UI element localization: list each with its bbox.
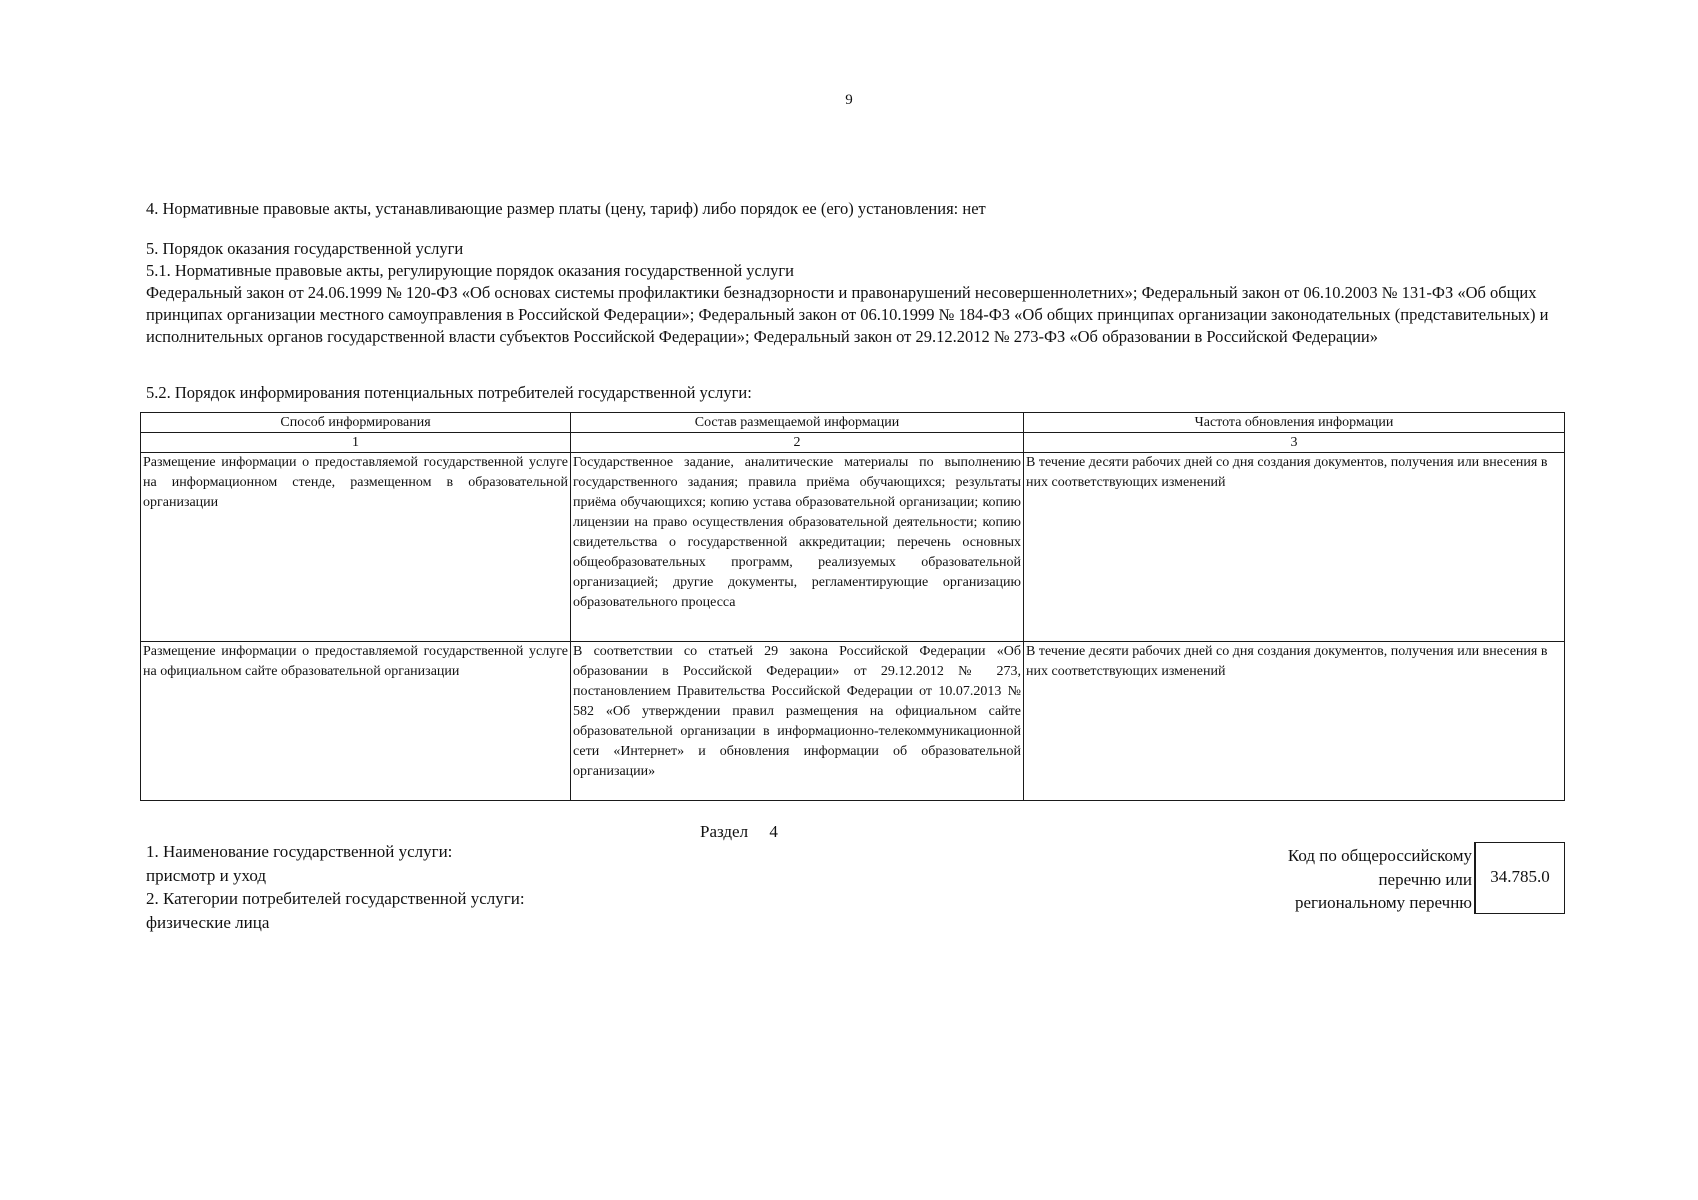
header-frequency: Частота обновления информации [1024, 413, 1565, 433]
frequency-cell: В течение десяти рабочих дней со дня создания документов, получения или внесения в них соответствующих изменений [1024, 453, 1565, 642]
razdel-heading [700, 822, 778, 842]
content-cell: Государственное задание, аналитические материалы по выполнению государственного задания; правила приёма обучающихся; результаты приёма обучающихся; копию устава образовательной организации; копию лицензии на право осуществления образовательной деятельности; копию свидетельства о государственной аккредитации; перечень основных общеобразовательных программ, реализуемых образовательной организацией; другие документы, регламентирующие организацию образовательного процесса [571, 453, 1024, 642]
section-4-fees: 4. Нормативные правовые акты, устанавливающие размер платы (цену, тариф) либо порядок ее (его) установления: нет [146, 199, 986, 218]
service-category-label: 2. Категории потребителей государственной услуги: [146, 889, 525, 908]
page-number: 9 [845, 92, 853, 108]
method-cell: Размещение информации о предоставляемой государственной услуге на официальном сайте образовательной организации [141, 642, 571, 801]
table-row [141, 453, 1565, 642]
content-cell: В соответствии со статьей 29 закона Российской Федерации «Об образовании в Российской Федерации» от 29.12.2012 № 273, постановлением Правительства Российской Федерации от 10.07.2013 № 582 «Об утверждении правил размещения на официальном сайте образовательной организации в информационно-телекоммуникационной сети «Интернет» и обновления информации об образовательной организации» [571, 642, 1024, 801]
registry-code-label: Код по общероссийскому перечню или региональному перечню [1287, 846, 1472, 912]
registry-code-box [1474, 842, 1565, 914]
column-number: 2 [571, 433, 1024, 453]
section-5-1-laws: Федеральный закон от 24.06.1999 № 120-ФЗ «Об основах системы профилактики безнадзорности и правонарушений несовершеннолетних»; Федеральный закон от 06.10.2003 № 131-ФЗ «Об общих принципах организации местного самоуправления в Российской Федерации»; Федеральный закон от 06.10.1999 № 184-ФЗ «Об общих принципах организации законодательных (представительных) и исполнительных органов государственной власти субъектов Российской Федерации»; Федеральный закон от 29.12.2012 № 273-ФЗ «Об образовании в Российской Федерации» [146, 283, 1549, 346]
registry-code-value: 34.785.0 [1490, 867, 1550, 886]
frequency-cell: В течение десяти рабочих дней со дня создания документов, получения или внесения в них соответствующих изменений [1024, 642, 1565, 801]
service-name-value: присмотр и уход [146, 865, 267, 885]
section-5-2-title: 5.2. Порядок информирования потенциальных потребителей государственной услуги: [146, 383, 752, 402]
header-content: Состав размещаемой информации [571, 413, 1024, 433]
razdel-label: Раздел [700, 822, 749, 841]
service-category-value: физические лица [146, 912, 270, 932]
section-5-title: 5. Порядок оказания государственной услуги [146, 239, 464, 258]
table-row [141, 642, 1565, 801]
table-header-row [141, 413, 1565, 433]
method-cell: Размещение информации о предоставляемой государственной услуге на информационном стенде, размещенном в образовательной организации [141, 453, 571, 642]
section-5-procedure [146, 238, 1566, 348]
column-number: 1 [141, 433, 571, 453]
column-number: 3 [1024, 433, 1565, 453]
razdel-number: 4 [769, 822, 778, 841]
column-number-row [141, 433, 1565, 453]
service-info [146, 840, 525, 934]
service-name-label: 1. Наименование государственной услуги: [146, 842, 453, 861]
header-method: Способ информирования [141, 413, 571, 433]
section-5-1-title: 5.1. Нормативные правовые акты, регулирующие порядок оказания государственной услуги [146, 261, 794, 280]
informing-table [140, 412, 1565, 801]
